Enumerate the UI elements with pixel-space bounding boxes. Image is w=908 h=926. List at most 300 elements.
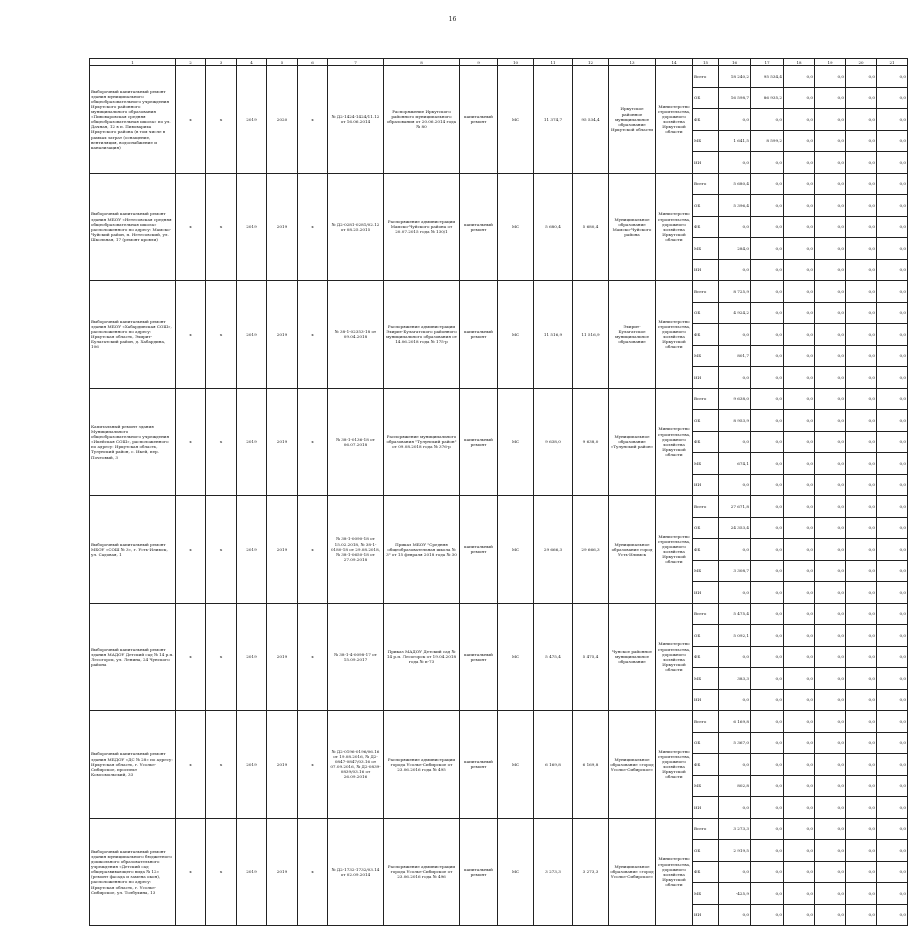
- funding-amount: 0,0: [751, 216, 784, 238]
- column-number: 18: [784, 59, 815, 66]
- funding-source: Всего: [693, 66, 719, 88]
- funding-amount: 0,0: [784, 517, 815, 539]
- funding-amount: 0,0: [815, 431, 846, 453]
- funding-amount: 0,0: [877, 711, 908, 733]
- remaining-cost: 6 169,8: [573, 711, 609, 819]
- table-cell: х: [206, 388, 237, 496]
- funding-amount: 0,0: [815, 797, 846, 819]
- funding-amount: 5 475,4: [719, 603, 751, 625]
- object-description: Выборочный капитальный ремонт здания МБДОУ «ДС № 28» по адресу: Иркутская область, г. Усолье-Сибирское, проспект Комсомольский, 33: [90, 711, 176, 819]
- funding-amount: 0,0: [751, 345, 784, 367]
- funding-amount: 0,0: [784, 754, 815, 776]
- column-number: 11: [534, 59, 573, 66]
- funding-amount: 0,0: [784, 711, 815, 733]
- table-cell: 2019: [237, 818, 267, 926]
- table-cell: 2019: [237, 281, 267, 389]
- capacity-unit: МС: [498, 281, 534, 389]
- funding-source: МБ: [693, 345, 719, 367]
- funding-amount: 3 273,3: [719, 818, 751, 840]
- funding-amount: 0,0: [815, 603, 846, 625]
- expertise-conclusion: № 38-1-0136-18 от 06.07.2018: [328, 388, 384, 496]
- funding-amount: 86 935,2: [751, 87, 784, 109]
- table-cell: х: [298, 66, 328, 174]
- estimated-cost: 11 516,9: [534, 281, 573, 389]
- funding-amount: 0,0: [877, 388, 908, 410]
- funding-amount: 0,0: [846, 453, 877, 475]
- funding-amount: 674,1: [719, 453, 751, 475]
- funding-amount: 5 367,0: [719, 732, 751, 754]
- funding-amount: 0,0: [815, 173, 846, 195]
- funding-amount: 0,0: [877, 840, 908, 862]
- funding-amount: 0,0: [784, 861, 815, 883]
- funding-amount: 0,0: [784, 238, 815, 260]
- funding-amount: 0,0: [877, 625, 908, 647]
- funding-amount: 0,0: [846, 173, 877, 195]
- funding-amount: 0,0: [784, 109, 815, 131]
- funding-amount: 0,0: [751, 711, 784, 733]
- funding-amount: 8 599,2: [751, 130, 784, 152]
- remaining-cost: 95 534,4: [573, 66, 609, 174]
- funding-amount: 0,0: [751, 195, 784, 217]
- municipality: Эхирит-Булагатское муниципальное образование: [609, 281, 656, 389]
- funding-amount: 0,0: [815, 410, 846, 432]
- funding-amount: 18 240,2: [719, 66, 751, 88]
- funding-amount: 0,0: [751, 453, 784, 475]
- funding-amount: 0,0: [784, 668, 815, 690]
- funding-amount: 0,0: [784, 840, 815, 862]
- funding-amount: 0,0: [815, 130, 846, 152]
- funding-amount: 0,0: [846, 238, 877, 260]
- funding-amount: 16 598,7: [719, 87, 751, 109]
- table-row: [90, 388, 908, 410]
- table-cell: х: [176, 281, 206, 389]
- funding-amount: 0,0: [815, 646, 846, 668]
- expertise-conclusion: № Д2-1424-1424/11.12 от 16.06.2014: [328, 66, 384, 174]
- funding-amount: 0,0: [815, 195, 846, 217]
- funding-amount: 0,0: [751, 668, 784, 690]
- table-cell: х: [298, 281, 328, 389]
- funding-amount: 0,0: [877, 797, 908, 819]
- funding-amount: 0,0: [846, 775, 877, 797]
- funding-amount: 0,0: [877, 281, 908, 303]
- object-description: Выборочный капитальный ремонт МБОУ «СОШ № 3», г. Усть-Илимск, ул. Садовая, 1: [90, 496, 176, 604]
- funding-amount: 0,0: [784, 410, 815, 432]
- funding-amount: 0,0: [846, 130, 877, 152]
- funding-amount: 0,0: [846, 87, 877, 109]
- funding-amount: 0,0: [877, 818, 908, 840]
- funding-amount: 801,7: [719, 345, 751, 367]
- expertise-conclusion: № Д2-0196-0196/06.16 от 19.08.2016, № Д2-0847-0847/03.16 от 07.09.2016, № Д2-0839-0839/03.16 от 26.09.2016: [328, 711, 384, 819]
- funding-amount: 0,0: [784, 732, 815, 754]
- funding-source: ОБ: [693, 195, 719, 217]
- funding-amount: 0,0: [877, 195, 908, 217]
- funding-source: МБ: [693, 130, 719, 152]
- funding-amount: 1 641,5: [719, 130, 751, 152]
- capacity-unit: МС: [498, 711, 534, 819]
- funding-amount: 0,0: [784, 345, 815, 367]
- remaining-cost: 5 680,4: [573, 173, 609, 281]
- funding-amount: 0,0: [877, 560, 908, 582]
- decision-document: Распоряжение муниципального образования "Тулунский район" от 09.08.2018 года № 376-р: [384, 388, 460, 496]
- funding-amount: 0,0: [751, 281, 784, 303]
- column-number: 7: [328, 59, 384, 66]
- funding-amount: 0,0: [815, 711, 846, 733]
- funding-amount: 0,0: [751, 904, 784, 926]
- funding-amount: 0,0: [751, 539, 784, 561]
- funding-source: ФБ: [693, 431, 719, 453]
- funding-source: ФБ: [693, 754, 719, 776]
- funding-amount: 0,0: [815, 66, 846, 88]
- funding-amount: 0,0: [719, 539, 751, 561]
- funding-amount: 0,0: [877, 87, 908, 109]
- funding-source: МБ: [693, 560, 719, 582]
- funding-amount: 0,0: [815, 216, 846, 238]
- funding-amount: 0,0: [815, 388, 846, 410]
- funding-amount: 0,0: [815, 238, 846, 260]
- funding-amount: 0,0: [815, 517, 846, 539]
- column-number-row: [90, 59, 908, 66]
- municipality: Муниципальное образование город Усть-Илимск: [609, 496, 656, 604]
- municipality: Муниципальное образование «Тулунский район»: [609, 388, 656, 496]
- table-cell: х: [206, 173, 237, 281]
- funding-amount: 0,0: [784, 560, 815, 582]
- column-number: 3: [206, 59, 237, 66]
- funding-amount: 5 396,4: [719, 195, 751, 217]
- funding-amount: 0,0: [784, 216, 815, 238]
- funding-amount: 0,0: [846, 109, 877, 131]
- funding-amount: 0,0: [877, 646, 908, 668]
- funding-amount: 0,0: [877, 775, 908, 797]
- expertise-conclusion: № 38-1-0090-18 от 15.02.2018, № 38-1-0180-18 от 29.08.2018, № 38-1-0650-18 от 27.09.2018: [328, 496, 384, 604]
- funding-source: ОБ: [693, 410, 719, 432]
- column-number: 21: [877, 59, 908, 66]
- column-number: 14: [656, 59, 693, 66]
- table-cell: х: [298, 711, 328, 819]
- table-cell: х: [298, 603, 328, 711]
- responsible-ministry: Министерство строительства, дорожного хозяйства Иркутской области: [656, 281, 693, 389]
- table-row: [90, 173, 908, 195]
- funding-amount: 0,0: [877, 904, 908, 926]
- funding-amount: 0,0: [846, 324, 877, 346]
- funding-source: ИИ: [693, 904, 719, 926]
- funding-amount: 0,0: [846, 410, 877, 432]
- funding-amount: 0,0: [751, 109, 784, 131]
- funding-amount: 0,0: [784, 324, 815, 346]
- table-cell: 2019: [267, 496, 298, 604]
- funding-amount: 0,0: [877, 410, 908, 432]
- funding-amount: 0,0: [751, 732, 784, 754]
- funding-amount: 0,0: [751, 388, 784, 410]
- table-cell: х: [206, 281, 237, 389]
- column-number: 5: [267, 59, 298, 66]
- decision-document: Распоряжение администрации города Усолье-Сибирское от 23.06.2016 года № 496: [384, 818, 460, 926]
- table-cell: х: [176, 818, 206, 926]
- funding-amount: 0,0: [815, 861, 846, 883]
- work-type: капитальный ремонт: [460, 388, 498, 496]
- funding-amount: 0,0: [719, 904, 751, 926]
- funding-source: ФБ: [693, 539, 719, 561]
- remaining-cost: 3 273,3: [573, 818, 609, 926]
- column-number: 19: [815, 59, 846, 66]
- decision-document: Распоряжение администрации города Усолье-Сибирское от 23.06.2016 года № 495: [384, 711, 460, 819]
- funding-amount: 4 924,2: [719, 302, 751, 324]
- capacity-unit: МС: [498, 818, 534, 926]
- funding-amount: 0,0: [846, 732, 877, 754]
- funding-source: МБ: [693, 883, 719, 905]
- responsible-ministry: Министерство строительства, дорожного хозяйства Иркутской области: [656, 496, 693, 604]
- estimated-cost: 9 638,0: [534, 388, 573, 496]
- funding-amount: 0,0: [751, 410, 784, 432]
- table-cell: 2019: [237, 711, 267, 819]
- funding-amount: 0,0: [877, 152, 908, 174]
- funding-source: МБ: [693, 453, 719, 475]
- table-cell: 2019: [267, 388, 298, 496]
- funding-amount: 0,0: [751, 259, 784, 281]
- funding-amount: 0,0: [815, 453, 846, 475]
- funding-source: МБ: [693, 668, 719, 690]
- table-cell: х: [176, 388, 206, 496]
- funding-source: Всего: [693, 388, 719, 410]
- work-type: капитальный ремонт: [460, 711, 498, 819]
- funding-amount: 0,0: [877, 603, 908, 625]
- table-cell: 2019: [237, 603, 267, 711]
- municipality: Иркутское районное муниципальное образование Иркутской области: [609, 66, 656, 174]
- funding-amount: 383,3: [719, 668, 751, 690]
- object-description: Выборочный капитальный ремонт здания муниципального бюджетного дошкольного образовательного учреждения «Детский сад общеразвивающего вида № 12» (ремонт фасада и замена окон), расположенного по адресу: Иркутская область, г. Усолье-Сибирское, ул. Толбухина, 13: [90, 818, 176, 926]
- funding-source: ФБ: [693, 646, 719, 668]
- funding-amount: 0,0: [784, 259, 815, 281]
- funding-source: ИИ: [693, 582, 719, 604]
- expertise-conclusion: № Д2-0281-0281/02.12 от 08.25.2015: [328, 173, 384, 281]
- decision-document: Распоряжение администрации Эхирит-Булагатского районного муниципального образования от 14.06.2018 года № 175-р: [384, 281, 460, 389]
- funding-amount: 0,0: [751, 861, 784, 883]
- responsible-ministry: Министерство строительства, дорожного хозяйства Иркутской области: [656, 388, 693, 496]
- funding-amount: 802,8: [719, 775, 751, 797]
- funding-source: МБ: [693, 238, 719, 260]
- funding-amount: 0,0: [719, 152, 751, 174]
- table-cell: х: [298, 496, 328, 604]
- funding-amount: 0,0: [784, 775, 815, 797]
- funding-amount: 0,0: [784, 152, 815, 174]
- funding-amount: 0,0: [719, 797, 751, 819]
- funding-source: ИИ: [693, 474, 719, 496]
- funding-source: ИИ: [693, 152, 719, 174]
- funding-amount: 0,0: [751, 496, 784, 518]
- funding-amount: 0,0: [784, 797, 815, 819]
- funding-amount: 0,0: [846, 431, 877, 453]
- funding-amount: 0,0: [846, 281, 877, 303]
- funding-amount: 0,0: [719, 861, 751, 883]
- funding-amount: 0,0: [846, 797, 877, 819]
- funding-amount: 0,0: [877, 517, 908, 539]
- remaining-cost: 9 638,0: [573, 388, 609, 496]
- funding-amount: 0,0: [846, 560, 877, 582]
- funding-amount: 0,0: [815, 345, 846, 367]
- funding-source: ОБ: [693, 302, 719, 324]
- funding-amount: 0,0: [846, 367, 877, 389]
- funding-amount: 8 953,9: [719, 410, 751, 432]
- funding-amount: 6 169,8: [719, 711, 751, 733]
- funding-source: ОБ: [693, 732, 719, 754]
- funding-amount: 0,0: [751, 883, 784, 905]
- table-row: [90, 66, 908, 88]
- estimated-cost: 6 169,8: [534, 711, 573, 819]
- funding-amount: 0,0: [815, 87, 846, 109]
- funding-amount: 0,0: [846, 904, 877, 926]
- work-type: капитальный ремонт: [460, 173, 498, 281]
- funding-source: Всего: [693, 281, 719, 303]
- funding-amount: 0,0: [815, 840, 846, 862]
- column-number: 15: [693, 59, 719, 66]
- column-number: 16: [719, 59, 751, 66]
- funding-amount: 0,0: [877, 431, 908, 453]
- capacity-unit: МС: [498, 603, 534, 711]
- funding-amount: 0,0: [751, 582, 784, 604]
- table-cell: х: [298, 818, 328, 926]
- expertise-conclusion: № 38-1-02353-18 от 09.04.2018: [328, 281, 384, 389]
- funding-amount: 0,0: [719, 367, 751, 389]
- column-number: 17: [751, 59, 784, 66]
- funding-amount: 0,0: [846, 539, 877, 561]
- funding-source: Всего: [693, 496, 719, 518]
- funding-amount: 0,0: [846, 195, 877, 217]
- work-type: капитальный ремонт: [460, 281, 498, 389]
- funding-amount: 0,0: [846, 840, 877, 862]
- column-number: 6: [298, 59, 328, 66]
- capacity-unit: МС: [498, 66, 534, 174]
- funding-amount: 0,0: [815, 775, 846, 797]
- funding-amount: 0,0: [751, 754, 784, 776]
- funding-amount: 0,0: [815, 259, 846, 281]
- funding-amount: 0,0: [815, 689, 846, 711]
- funding-source: ОБ: [693, 87, 719, 109]
- funding-amount: 0,0: [815, 302, 846, 324]
- table-cell: 2019: [267, 818, 298, 926]
- object-description: Выборочный капитальный ремонт здания МБОУ «Нетесовская средняя общеобразовательная школа» расположенного по адресу: Мамско-Чуйский район, п. Нетесовский, ул. Школьная, 17 (ремонт кровли): [90, 173, 176, 281]
- funding-amount: 0,0: [846, 603, 877, 625]
- funding-amount: 0,0: [751, 689, 784, 711]
- page-number: 16: [448, 16, 457, 23]
- work-type: капитальный ремонт: [460, 66, 498, 174]
- table-cell: х: [206, 496, 237, 604]
- funding-source: Всего: [693, 711, 719, 733]
- table-cell: 2020: [267, 66, 298, 174]
- funding-source: ИИ: [693, 797, 719, 819]
- funding-amount: 5 092,1: [719, 625, 751, 647]
- funding-amount: 0,0: [784, 87, 815, 109]
- table-cell: 2019: [267, 173, 298, 281]
- funding-amount: 0,0: [877, 883, 908, 905]
- table-cell: х: [176, 603, 206, 711]
- column-number: 20: [846, 59, 877, 66]
- funding-amount: 0,0: [815, 109, 846, 131]
- funding-amount: 0,0: [719, 216, 751, 238]
- column-number: 12: [573, 59, 609, 66]
- funding-source: МБ: [693, 775, 719, 797]
- funding-amount: 0,0: [815, 281, 846, 303]
- municipality: Чунское районное муниципальное образование: [609, 603, 656, 711]
- funding-amount: 0,0: [846, 689, 877, 711]
- table-cell: х: [206, 818, 237, 926]
- funding-amount: 8 725,9: [719, 281, 751, 303]
- responsible-ministry: Министерство строительства, дорожного хозяйства Иркутской области: [656, 818, 693, 926]
- funding-amount: 0,0: [815, 324, 846, 346]
- funding-amount: 0,0: [846, 517, 877, 539]
- funding-amount: 0,0: [751, 367, 784, 389]
- funding-amount: 0,0: [719, 689, 751, 711]
- funding-amount: 0,0: [877, 689, 908, 711]
- capacity-unit: МС: [498, 388, 534, 496]
- funding-source: Всего: [693, 818, 719, 840]
- funding-amount: 0,0: [784, 66, 815, 88]
- funding-amount: 0,0: [877, 345, 908, 367]
- funding-amount: 0,0: [751, 646, 784, 668]
- funding-amount: 0,0: [815, 904, 846, 926]
- funding-source: Всего: [693, 173, 719, 195]
- responsible-ministry: Министерство строительства, дорожного хозяйства Иркутской области: [656, 603, 693, 711]
- column-number: 4: [237, 59, 267, 66]
- capacity-unit: МС: [498, 173, 534, 281]
- funding-amount: 0,0: [751, 152, 784, 174]
- object-description: Выборочный капитальный ремонт здания муниципального общеобразовательного учреждения Иркутского районного муниципального образования «Пивоваровская средняя общеобразовательная школа» по ул. Дачная, 12 в п. Пивовариха Иркутского района (в том числе в рамках затрат (оснащение, вентиляция, водоснабжение и канализация): [90, 66, 176, 174]
- table-cell: х: [176, 66, 206, 174]
- funding-amount: 0,0: [877, 130, 908, 152]
- estimated-cost: 5 475,4: [534, 603, 573, 711]
- funding-amount: 0,0: [846, 818, 877, 840]
- funding-amount: 0,0: [846, 66, 877, 88]
- table-cell: х: [176, 173, 206, 281]
- remaining-cost: 29 666,3: [573, 496, 609, 604]
- funding-source: ФБ: [693, 861, 719, 883]
- funding-amount: 0,0: [719, 259, 751, 281]
- work-type: капитальный ремонт: [460, 818, 498, 926]
- funding-amount: 95 534,4: [751, 66, 784, 88]
- work-type: капитальный ремонт: [460, 603, 498, 711]
- funding-amount: 0,0: [751, 238, 784, 260]
- funding-amount: 0,0: [877, 302, 908, 324]
- funding-amount: 0,0: [751, 775, 784, 797]
- funding-amount: 0,0: [784, 818, 815, 840]
- funding-amount: 27 671,8: [719, 496, 751, 518]
- table-cell: х: [176, 496, 206, 604]
- funding-amount: 0,0: [846, 625, 877, 647]
- funding-amount: 2 919,5: [719, 840, 751, 862]
- funding-amount: 0,0: [784, 603, 815, 625]
- funding-amount: 0,0: [877, 367, 908, 389]
- funding-amount: 0,0: [846, 711, 877, 733]
- funding-amount: 0,0: [719, 582, 751, 604]
- funding-amount: 0,0: [784, 173, 815, 195]
- funding-amount: 0,0: [751, 625, 784, 647]
- funding-amount: 0,0: [846, 152, 877, 174]
- funding-amount: 0,0: [751, 603, 784, 625]
- funding-amount: 0,0: [784, 195, 815, 217]
- decision-document: Приказ МАДОУ Детский сад № 14 р.п. Лесогорск от 19.04.2018 года № п-73: [384, 603, 460, 711]
- funding-amount: 0,0: [719, 431, 751, 453]
- funding-amount: 0,0: [751, 797, 784, 819]
- responsible-ministry: Министерство строительства, дорожного хозяйства Иркутской области: [656, 173, 693, 281]
- funding-amount: 0,0: [846, 302, 877, 324]
- funding-amount: 0,0: [846, 345, 877, 367]
- table-cell: 2019: [237, 66, 267, 174]
- funding-amount: 0,0: [846, 883, 877, 905]
- column-number: 1: [90, 59, 176, 66]
- funding-source: ФБ: [693, 324, 719, 346]
- funding-amount: 0,0: [751, 302, 784, 324]
- funding-amount: 0,0: [751, 840, 784, 862]
- funding-amount: 0,0: [784, 539, 815, 561]
- funding-amount: 0,0: [719, 646, 751, 668]
